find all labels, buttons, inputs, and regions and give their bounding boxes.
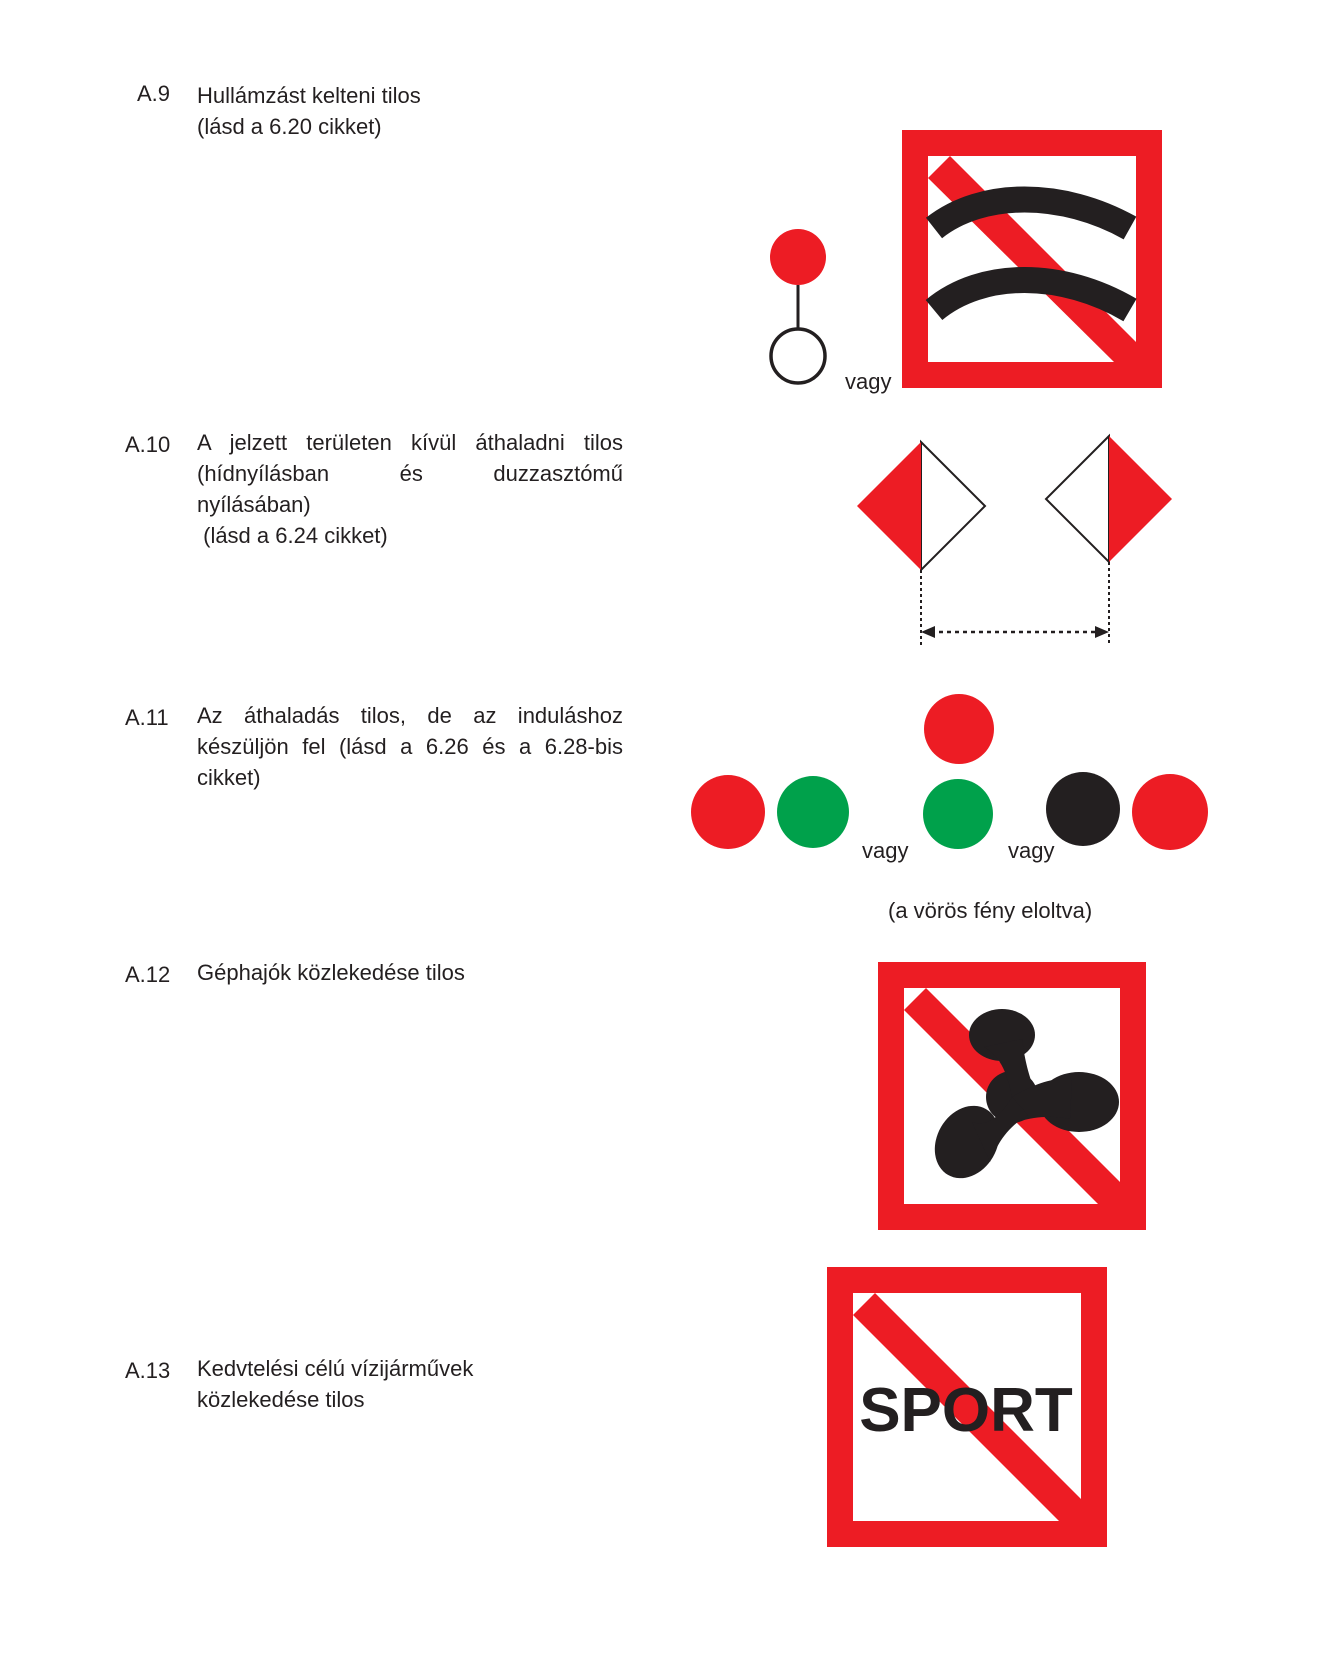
item-code-a13: A.13 (125, 1358, 171, 1383)
desc-line: közlekedése tilos (197, 1387, 365, 1412)
desc-line: cikket) (197, 765, 261, 790)
red-light-icon (924, 694, 994, 764)
item-desc-a13 (197, 1353, 627, 1415)
item-code-a9: A.9 (137, 81, 171, 106)
or-label: vagy (845, 369, 892, 394)
desc-line: Kedvtelési célú vízijárművek (197, 1356, 474, 1381)
red-light-icon (691, 775, 765, 849)
red-light-over-white-ring-icon (765, 228, 835, 388)
red-light-off-note: (a vörös fény eloltva) (888, 898, 1093, 923)
no-motor-vessels-icon (878, 962, 1146, 1230)
desc-line: Géphajók közlekedése tilos (197, 960, 465, 985)
item-desc-a11 (197, 700, 623, 793)
red-light-icon (1132, 774, 1208, 850)
sign-text-sport: SPORT (859, 1376, 1073, 1445)
or-label: vagy (862, 838, 909, 863)
signal-lights-group (688, 690, 1238, 860)
or-label: vagy (1008, 838, 1055, 863)
item-desc-a9 (197, 80, 627, 142)
desc-line: készüljön fel (lásd a 6.26 és a 6.28-bis (197, 734, 623, 759)
item-desc-a12 (197, 957, 627, 988)
item-code-a10: A.10 (125, 432, 171, 457)
no-waves-icon (902, 130, 1162, 388)
black-light-icon (1046, 772, 1120, 846)
half-red-diamond-markers-icon (855, 440, 1185, 652)
green-light-icon (777, 776, 849, 848)
desc-line: Az áthaladás tilos, de az induláshoz (197, 703, 623, 728)
green-light-icon (923, 779, 993, 849)
desc-line: Hullámzást kelteni tilos (197, 83, 421, 108)
desc-line: (hídnyílásban és duzzasztómű (197, 461, 623, 486)
item-code-a11: A.11 (125, 705, 169, 730)
item-desc-a10 (197, 427, 623, 551)
no-pleasure-craft-icon (827, 1267, 1107, 1547)
desc-line: (lásd a 6.20 cikket) (197, 114, 382, 139)
desc-line: (lásd a 6.24 cikket) (197, 523, 388, 548)
desc-line: A jelzett területen kívül áthaladni tilos (197, 430, 623, 455)
item-code-a12: A.12 (125, 962, 171, 987)
desc-line: nyílásában) (197, 492, 311, 517)
